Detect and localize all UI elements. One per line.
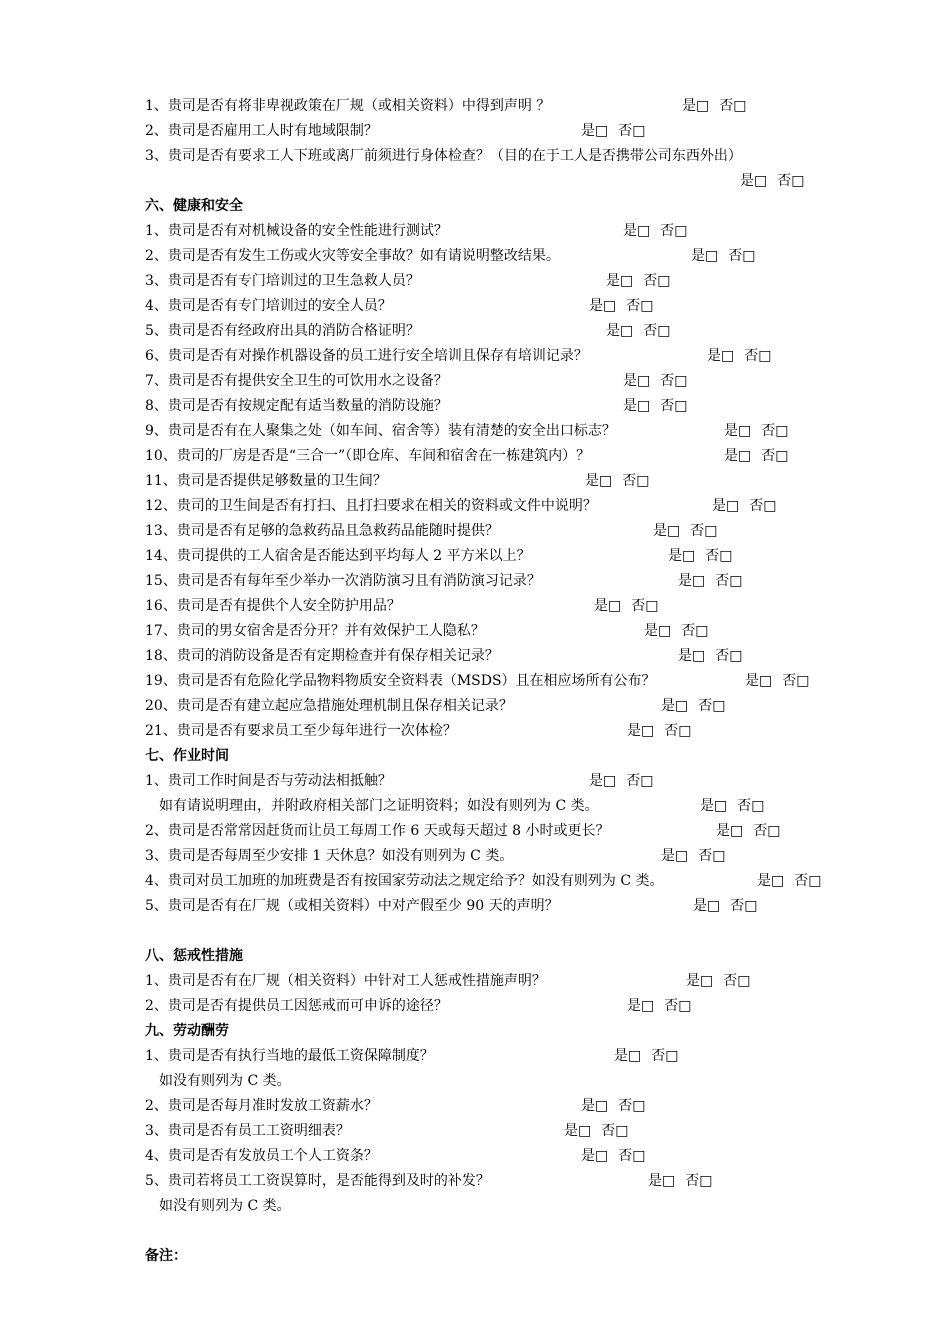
yes-no-options <box>589 771 653 791</box>
no-checkbox[interactable]: 否□ <box>626 773 654 789</box>
question-item <box>145 671 905 691</box>
question-text: 4、贵司是否有发放员工个人工资条？ <box>145 1148 378 1164</box>
question-item <box>145 471 905 491</box>
no-checkbox[interactable]: 否□ <box>643 273 671 289</box>
question-item <box>145 396 905 416</box>
yes-checkbox[interactable]: 是□ <box>693 898 721 914</box>
yes-checkbox[interactable]: 是□ <box>623 398 651 414</box>
question-item <box>145 1121 905 1141</box>
no-checkbox[interactable]: 否□ <box>705 548 733 564</box>
question-item <box>145 346 905 366</box>
question-text: 20、贵司是否有建立起应急措施处理机制且保存相关记录？ <box>145 698 513 714</box>
question-text: 15、贵司是否有每年至少举办一次消防演习且有消防演习记录？ <box>145 573 541 589</box>
question-text: 12、贵司的卫生间是否有打扫、且打扫要求在相关的资料或文件中说明？ <box>145 498 597 514</box>
question-text: 9、贵司是否有在人聚集之处（如车间、宿舍等）装有清楚的安全出口标志？ <box>145 423 616 439</box>
question-item <box>145 121 905 141</box>
yes-no-options <box>691 246 755 266</box>
yes-checkbox[interactable]: 是□ <box>745 673 773 689</box>
question-text: 3、贵司是否有员工工资明细表？ <box>145 1123 350 1139</box>
question-text: 2、贵司是否有提供员工因惩戒而可申诉的途径？ <box>145 998 448 1014</box>
question-item <box>145 371 905 391</box>
no-checkbox[interactable]: 否□ <box>777 173 805 189</box>
yes-no-options <box>661 696 725 716</box>
question-item <box>145 821 905 841</box>
question-text: 如没有则列为 C 类。 <box>159 1073 291 1089</box>
no-checkbox[interactable]: 否□ <box>715 573 743 589</box>
yes-no-options <box>724 446 788 466</box>
no-checkbox[interactable]: 否□ <box>631 598 659 614</box>
section-heading: 八、惩戒性措施 <box>145 948 243 964</box>
yes-checkbox[interactable]: 是□ <box>661 848 689 864</box>
question-item <box>145 271 905 291</box>
question-item <box>145 1096 905 1116</box>
question-text: 5、贵司是否有在厂规（或相关资料）中对产假至少 90 天的声明？ <box>145 898 559 914</box>
yes-no-options <box>606 321 670 341</box>
yes-no-options <box>594 596 658 616</box>
yes-checkbox[interactable]: 是□ <box>678 573 706 589</box>
no-checkbox[interactable]: 否□ <box>737 798 765 814</box>
no-checkbox[interactable]: 否□ <box>626 298 654 314</box>
question-text: 3、贵司是否每周至少安排 1 天休息？如没有则列为 C 类。 <box>145 848 514 864</box>
no-checkbox[interactable]: 否□ <box>698 848 726 864</box>
no-checkbox[interactable]: 否□ <box>730 898 758 914</box>
question-item <box>145 771 905 791</box>
question-text: 2、贵司是否雇用工人时有地域限制？ <box>145 123 378 139</box>
question-item <box>145 696 905 716</box>
no-checkbox[interactable]: 否□ <box>643 323 671 339</box>
yes-no-options <box>686 971 750 991</box>
no-checkbox[interactable]: 否□ <box>749 498 777 514</box>
yes-checkbox[interactable]: 是□ <box>581 123 609 139</box>
yes-checkbox[interactable]: 是□ <box>606 273 634 289</box>
question-item <box>145 896 905 916</box>
yes-checkbox[interactable]: 是□ <box>594 598 622 614</box>
question-item <box>145 1146 905 1166</box>
question-item <box>145 646 905 666</box>
question-text: 4、贵司是否有专门培训过的安全人员？ <box>145 298 392 314</box>
no-checkbox[interactable]: 否□ <box>681 623 709 639</box>
yes-checkbox[interactable]: 是□ <box>716 823 744 839</box>
no-checkbox[interactable]: 否□ <box>601 1123 629 1139</box>
question-item <box>145 246 905 266</box>
yes-checkbox[interactable]: 是□ <box>644 623 672 639</box>
yes-no-options <box>724 421 788 441</box>
question-text: 1、贵司是否有将非卑视政策在厂规（或相关资料）中得到声明 ？ <box>145 98 551 114</box>
no-checkbox[interactable]: 否□ <box>761 448 789 464</box>
no-checkbox[interactable]: 否□ <box>715 648 743 664</box>
yes-no-options <box>745 671 809 691</box>
no-checkbox[interactable]: 否□ <box>719 98 747 114</box>
yes-checkbox[interactable]: 是□ <box>678 648 706 664</box>
yes-no-options <box>653 521 717 541</box>
yes-checkbox[interactable]: 是□ <box>564 1123 592 1139</box>
no-checkbox[interactable]: 否□ <box>782 673 810 689</box>
yes-checkbox[interactable]: 是□ <box>581 1148 609 1164</box>
yes-no-options <box>581 121 645 141</box>
question-text: 1、贵司是否有对机械设备的安全性能进行测试？ <box>145 223 448 239</box>
yes-checkbox[interactable]: 是□ <box>653 523 681 539</box>
question-item <box>145 171 905 191</box>
yes-no-options <box>581 1146 645 1166</box>
yes-checkbox[interactable]: 是□ <box>724 423 752 439</box>
no-checkbox[interactable]: 否□ <box>622 473 650 489</box>
question-text: 18、贵司的消防设备是否有定期检查并有保存相关记录？ <box>145 648 499 664</box>
question-item <box>145 521 905 541</box>
remarks-label: 备注： <box>145 1248 187 1264</box>
question-item <box>145 546 905 566</box>
question-text: 1、贵司工作时间是否与劳动法相抵触？ <box>145 773 392 789</box>
note-text <box>145 796 905 816</box>
question-item <box>145 296 905 316</box>
question-text: 13、贵司是否有足够的急救药品且急救药品能随时提供？ <box>145 523 499 539</box>
note-text <box>145 1196 905 1216</box>
yes-checkbox[interactable]: 是□ <box>700 798 728 814</box>
question-text: 21、贵司是否有要求员工至少每年进行一次体检？ <box>145 723 457 739</box>
question-item <box>145 321 905 341</box>
no-checkbox[interactable]: 否□ <box>660 398 688 414</box>
question-text: 5、贵司是否有经政府出具的消防合格证明？ <box>145 323 420 339</box>
yes-no-options <box>623 371 687 391</box>
yes-checkbox[interactable]: 是□ <box>627 998 655 1014</box>
question-item <box>145 571 905 591</box>
question-text: 2、贵司是否有发生工伤或火灾等安全事故？如有请说明整改结果。 <box>145 248 560 264</box>
question-item <box>145 146 905 166</box>
question-text: 5、贵司若将员工工资误算时，是否能得到及时的补发？ <box>145 1173 490 1189</box>
question-text: 2、贵司是否每月准时发放工资薪水？ <box>145 1098 378 1114</box>
yes-checkbox[interactable]: 是□ <box>682 98 710 114</box>
yes-checkbox[interactable]: 是□ <box>581 1098 609 1114</box>
question-text: 7、贵司是否有提供安全卫生的可饮用水之设备？ <box>145 373 448 389</box>
yes-checkbox[interactable]: 是□ <box>686 973 714 989</box>
yes-no-options <box>757 871 821 891</box>
no-checkbox[interactable]: 否□ <box>618 123 646 139</box>
no-checkbox[interactable]: 否□ <box>761 423 789 439</box>
no-checkbox[interactable]: 否□ <box>618 1148 646 1164</box>
question-item <box>145 721 905 741</box>
question-text: 8、贵司是否有按规定配有适当数量的消防设施？ <box>145 398 448 414</box>
yes-no-options <box>589 296 653 316</box>
no-checkbox[interactable]: 否□ <box>618 1098 646 1114</box>
question-text: 16、贵司是否有提供个人安全防护用品？ <box>145 598 401 614</box>
question-item <box>145 496 905 516</box>
question-item <box>145 996 905 1016</box>
question-text: 17、贵司的男女宿舍是否分开？并有效保护工人隐私？ <box>145 623 485 639</box>
question-text: 1、贵司是否有执行当地的最低工资保障制度？ <box>145 1048 434 1064</box>
yes-checkbox[interactable]: 是□ <box>740 173 768 189</box>
yes-no-options <box>682 96 746 116</box>
question-item <box>145 596 905 616</box>
question-text: 6、贵司是否有对操作机器设备的员工进行安全培训且保存有培训记录？ <box>145 348 588 364</box>
yes-checkbox[interactable]: 是□ <box>589 298 617 314</box>
no-checkbox[interactable]: 否□ <box>651 1048 679 1064</box>
yes-no-options <box>627 721 691 741</box>
yes-checkbox[interactable]: 是□ <box>724 448 752 464</box>
question-text: 2、贵司是否常常因赶货而让员工每周工作 6 天或每天超过 8 小时或更长？ <box>145 823 610 839</box>
yes-no-options <box>623 221 687 241</box>
no-checkbox[interactable]: 否□ <box>660 223 688 239</box>
note-text <box>145 1071 905 1091</box>
question-item <box>145 1046 905 1066</box>
no-checkbox[interactable]: 否□ <box>744 348 772 364</box>
yes-checkbox[interactable]: 是□ <box>712 498 740 514</box>
yes-checkbox[interactable]: 是□ <box>589 773 617 789</box>
question-item <box>145 1171 905 1191</box>
yes-checkbox[interactable]: 是□ <box>661 698 689 714</box>
no-checkbox[interactable]: 否□ <box>664 998 692 1014</box>
yes-no-options <box>668 546 732 566</box>
yes-no-options <box>564 1121 628 1141</box>
yes-checkbox[interactable]: 是□ <box>606 323 634 339</box>
question-text: 14、贵司提供的工人宿舍是否能达到平均每人 2 平方米以上？ <box>145 548 531 564</box>
question-item <box>145 421 905 441</box>
yes-no-options <box>716 821 780 841</box>
yes-no-options <box>623 396 687 416</box>
no-checkbox[interactable]: 否□ <box>723 973 751 989</box>
yes-no-options <box>700 796 764 816</box>
yes-checkbox[interactable]: 是□ <box>585 473 613 489</box>
yes-no-options <box>693 896 757 916</box>
question-text: 3、贵司是否有专门培训过的卫生急救人员？ <box>145 273 420 289</box>
question-item <box>145 621 905 641</box>
question-item <box>145 221 905 241</box>
yes-checkbox[interactable]: 是□ <box>648 1173 676 1189</box>
question-text: 10、贵司的厂房是否是“三合一”（即仓库、车间和宿舍在一栋建筑内）？ <box>145 448 591 464</box>
question-text: 11、贵司是否提供足够数量的卫生间？ <box>145 473 387 489</box>
question-item <box>145 871 905 891</box>
section-heading: 六、健康和安全 <box>145 198 243 214</box>
yes-checkbox[interactable]: 是□ <box>623 223 651 239</box>
section-heading: 九、劳动酬劳 <box>145 1023 229 1039</box>
yes-checkbox[interactable]: 是□ <box>614 1048 642 1064</box>
question-item <box>145 971 905 991</box>
question-item <box>145 846 905 866</box>
question-item <box>145 96 905 116</box>
question-text: 如有请说明理由，并附政府相关部门之证明资料；如没有则列为 C 类。 <box>159 798 599 814</box>
no-checkbox[interactable]: 否□ <box>660 373 688 389</box>
no-checkbox[interactable]: 否□ <box>698 698 726 714</box>
yes-no-options <box>678 571 742 591</box>
yes-no-options <box>648 1171 712 1191</box>
no-checkbox[interactable]: 否□ <box>728 248 756 264</box>
section-heading: 七、作业时间 <box>145 748 229 764</box>
yes-checkbox[interactable]: 是□ <box>668 548 696 564</box>
question-text: 如没有则列为 C 类。 <box>159 1198 291 1214</box>
yes-checkbox[interactable]: 是□ <box>757 873 785 889</box>
yes-no-options <box>661 846 725 866</box>
no-checkbox[interactable]: 否□ <box>753 823 781 839</box>
no-checkbox[interactable]: 否□ <box>685 1173 713 1189</box>
yes-no-options <box>585 471 649 491</box>
question-text: 1、贵司是否有在厂规（相关资料）中针对工人惩戒性措施声明？ <box>145 973 546 989</box>
no-checkbox[interactable]: 否□ <box>794 873 822 889</box>
no-checkbox[interactable]: 否□ <box>690 523 718 539</box>
no-checkbox[interactable]: 否□ <box>664 723 692 739</box>
yes-no-options <box>606 271 670 291</box>
yes-checkbox[interactable]: 是□ <box>623 373 651 389</box>
yes-no-options <box>627 996 691 1016</box>
question-text: 19、贵司是否有危险化学品物料物质安全资料表（MSDS）且在相应场所有公布？ <box>145 673 656 689</box>
question-text: 3、贵司是否有要求工人下班或离厂前须进行身体检查？（目的在于工人是否携带公司东西外出） <box>145 148 742 164</box>
yes-no-options <box>712 496 776 516</box>
yes-no-options <box>614 1046 678 1066</box>
yes-no-options <box>581 1096 645 1116</box>
yes-checkbox[interactable]: 是□ <box>707 348 735 364</box>
yes-no-options <box>678 646 742 666</box>
yes-no-options <box>644 621 708 641</box>
yes-checkbox[interactable]: 是□ <box>691 248 719 264</box>
question-text: 4、贵司对员工加班的加班费是否有按国家劳动法之规定给予？如没有则列为 C 类。 <box>145 873 664 889</box>
yes-checkbox[interactable]: 是□ <box>627 723 655 739</box>
question-item <box>145 446 905 466</box>
yes-no-options <box>707 346 771 366</box>
yes-no-options <box>740 171 804 191</box>
